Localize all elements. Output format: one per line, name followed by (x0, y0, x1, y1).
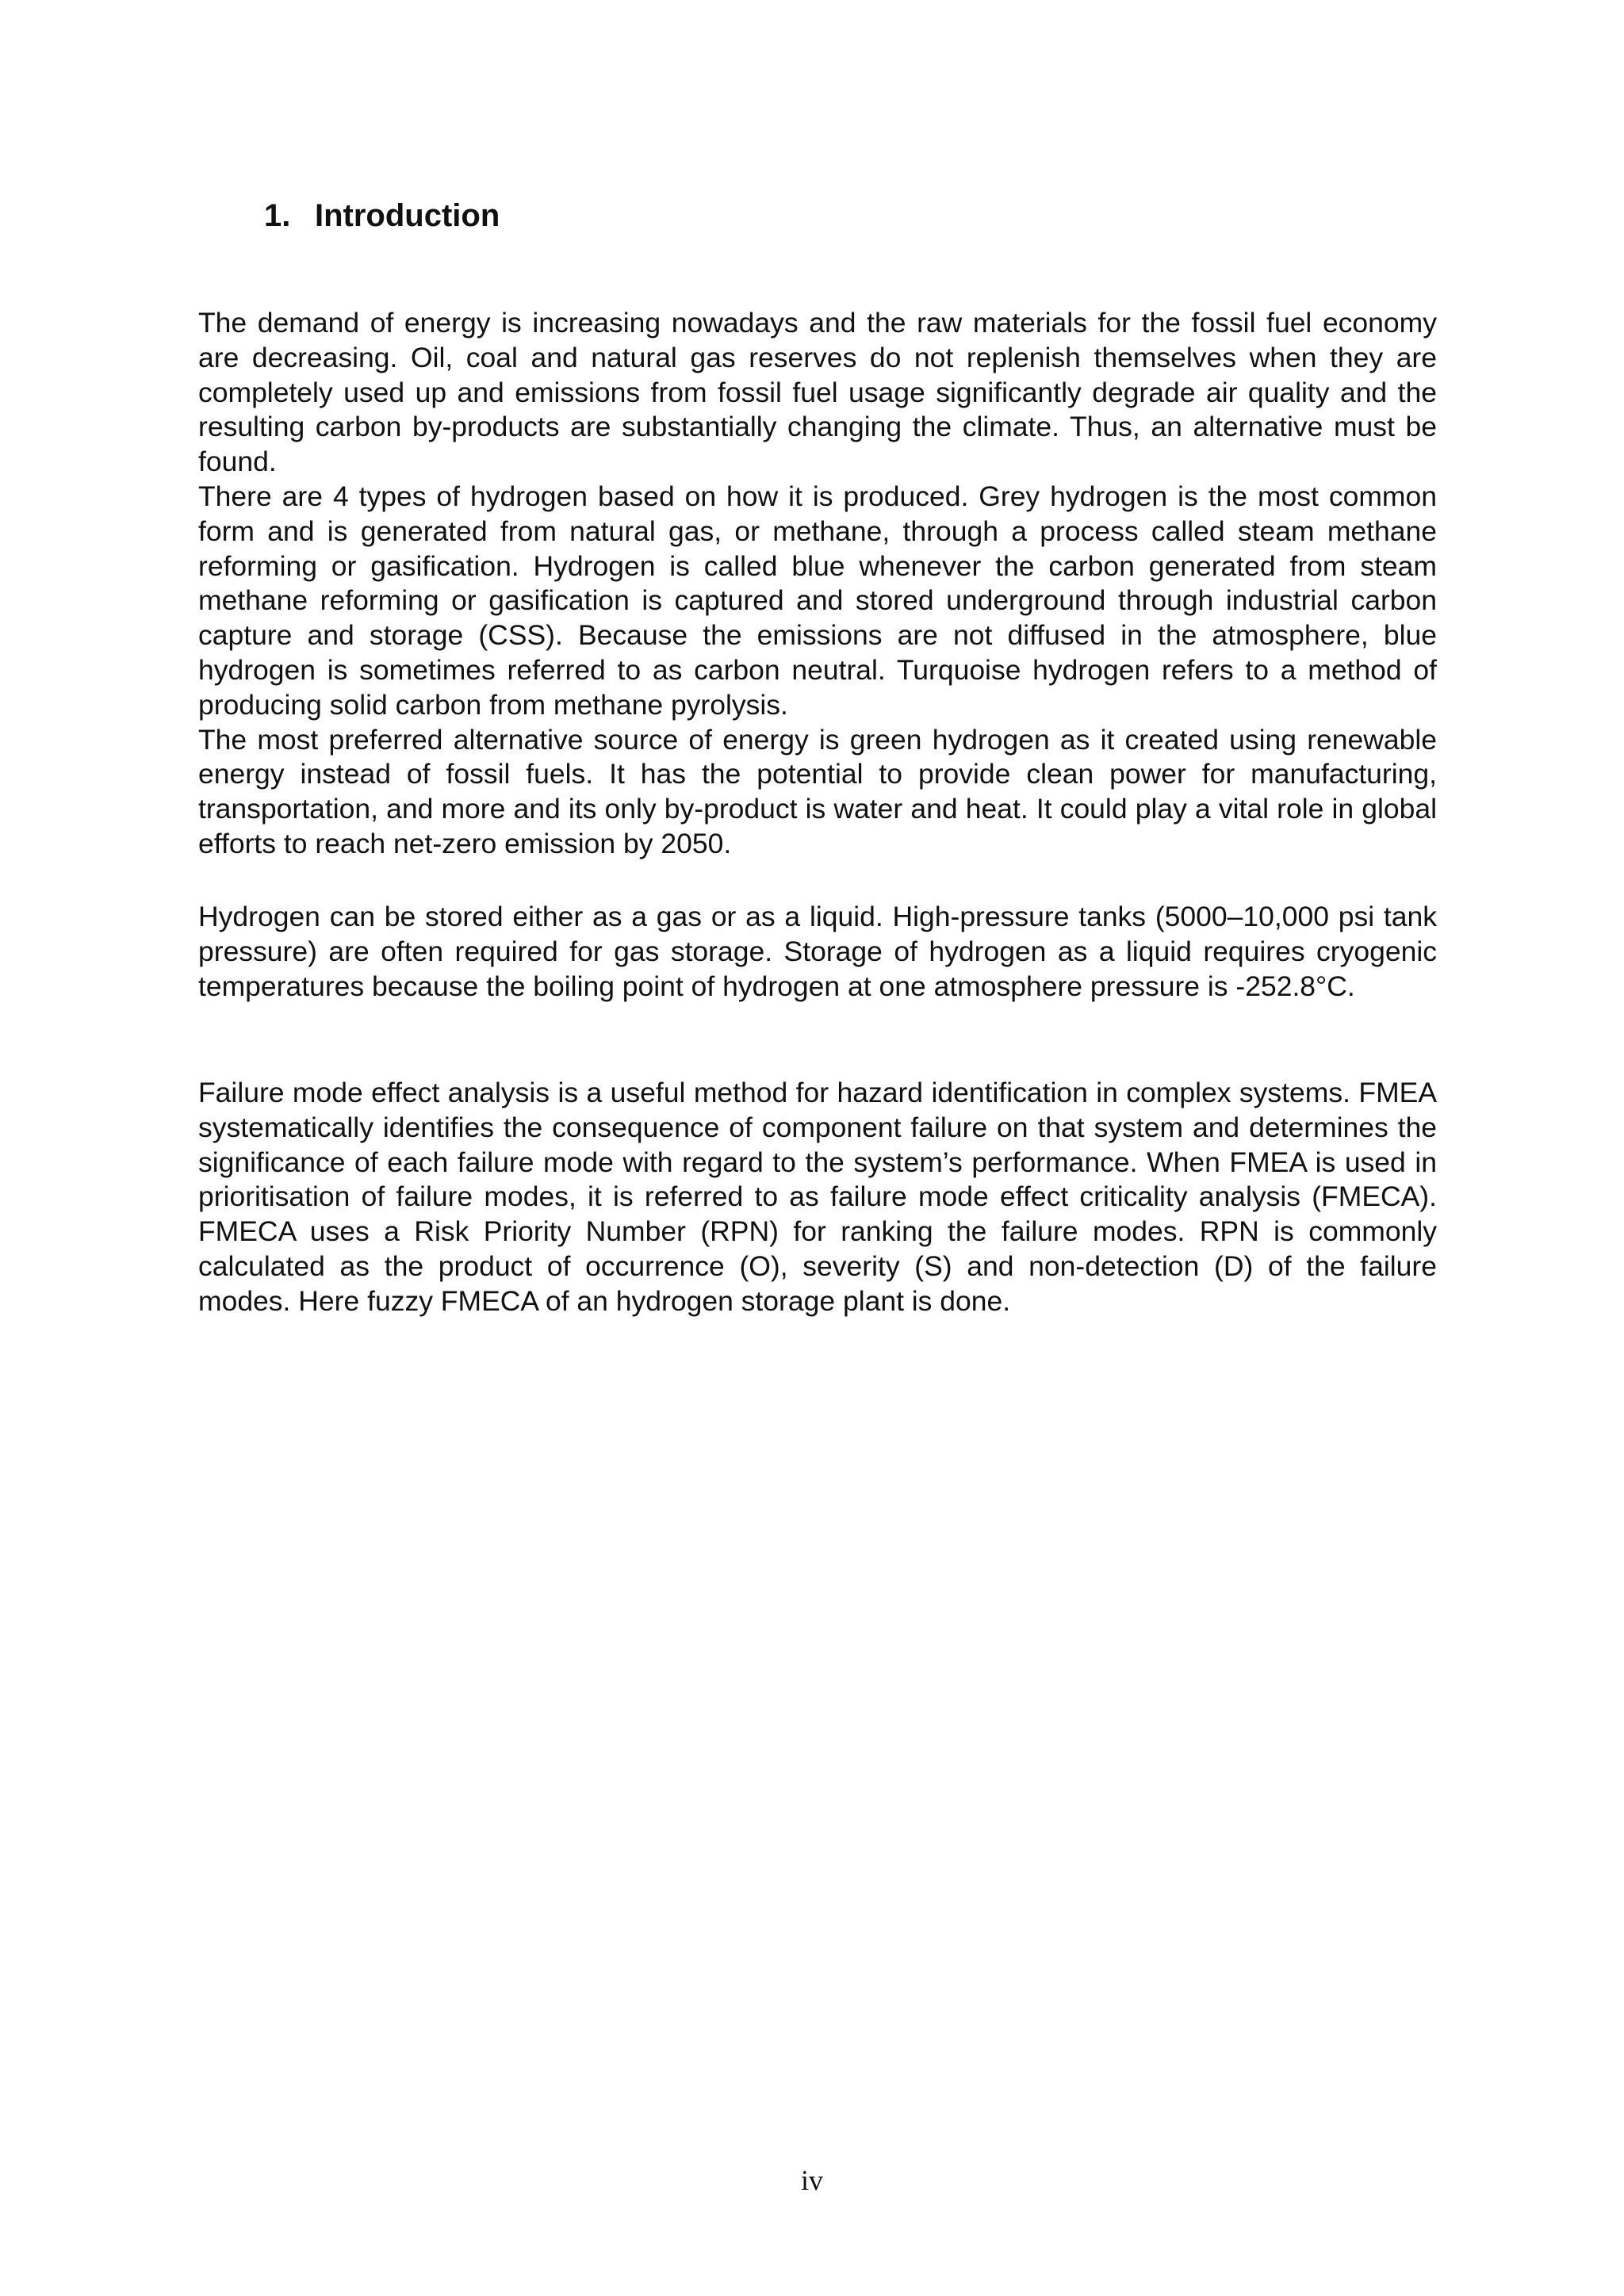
section-heading (264, 193, 500, 238)
paragraph-energy-demand: The demand of energy is increasing nowadays and the raw materials for the fossil fuel economy are decreasing. Oil, coal and natural gas reserves do not replenish themselves when they are completely used up and emissions from fossil fuel usage significantly degrade air quality and the resulting carbon by-products are substantially changing the climate. Thus, an alternative must be found. (198, 307, 1437, 478)
fmea-block (198, 1076, 1437, 1319)
paragraph-hydrogen-types: There are 4 types of hydrogen based on how it is produced. Grey hydrogen is the most common form and is generated from natural gas, or methane, through a process called steam methane reforming or gasification. Hydrogen is called blue whenever the carbon generated from steam methane reforming or gasification is captured and stored underground through industrial carbon capture and storage (CSS). Because the emissions are not diffused in the atmosphere, blue hydrogen is sometimes referred to as carbon neutral. Turquoise hydrogen refers to a method of producing solid carbon from methane pyrolysis. (198, 480, 1437, 721)
section-title: Introduction (315, 198, 500, 233)
page-number: iv (800, 2164, 823, 2196)
section-number: 1. (264, 198, 291, 233)
introduction-block (198, 306, 1437, 862)
storage-block (198, 900, 1437, 1004)
paragraph-hydrogen-storage: Hydrogen can be stored either as a gas or as a liquid. High-pressure tanks (5000–10,000 psi tank pressure) are often required for gas storage. Storage of hydrogen as a liquid requires cryogenic temperatures because the boiling point of hydrogen at one atmosphere pressure is -252.8°C. (198, 901, 1437, 1002)
paragraph-green-hydrogen: The most preferred alternative source of energy is green hydrogen as it created using renewable energy instead of fossil fuels. It has the potential to provide clean power for manufacturing, transportation, and more and its only by-product is water and heat. It could play a vital role in global efforts to reach net-zero emission by 2050. (198, 723, 1437, 859)
paragraph-fmea: Failure mode effect analysis is a useful method for hazard identification in complex systems. FMEA systematically identifies the consequence of component failure on that system and determines the significance of each failure mode with regard to the system’s performance. When FMEA is used in prioritisation of failure modes, it is referred to as failure mode effect criticality analysis (FMECA). FMECA uses a Risk Priority Number (RPN) for ranking the failure modes. RPN is commonly calculated as the product of occurrence (O), severity (S) and non-detection (D) of the failure modes. Here fuzzy FMECA of an hydrogen storage plant is done. (198, 1077, 1437, 1317)
